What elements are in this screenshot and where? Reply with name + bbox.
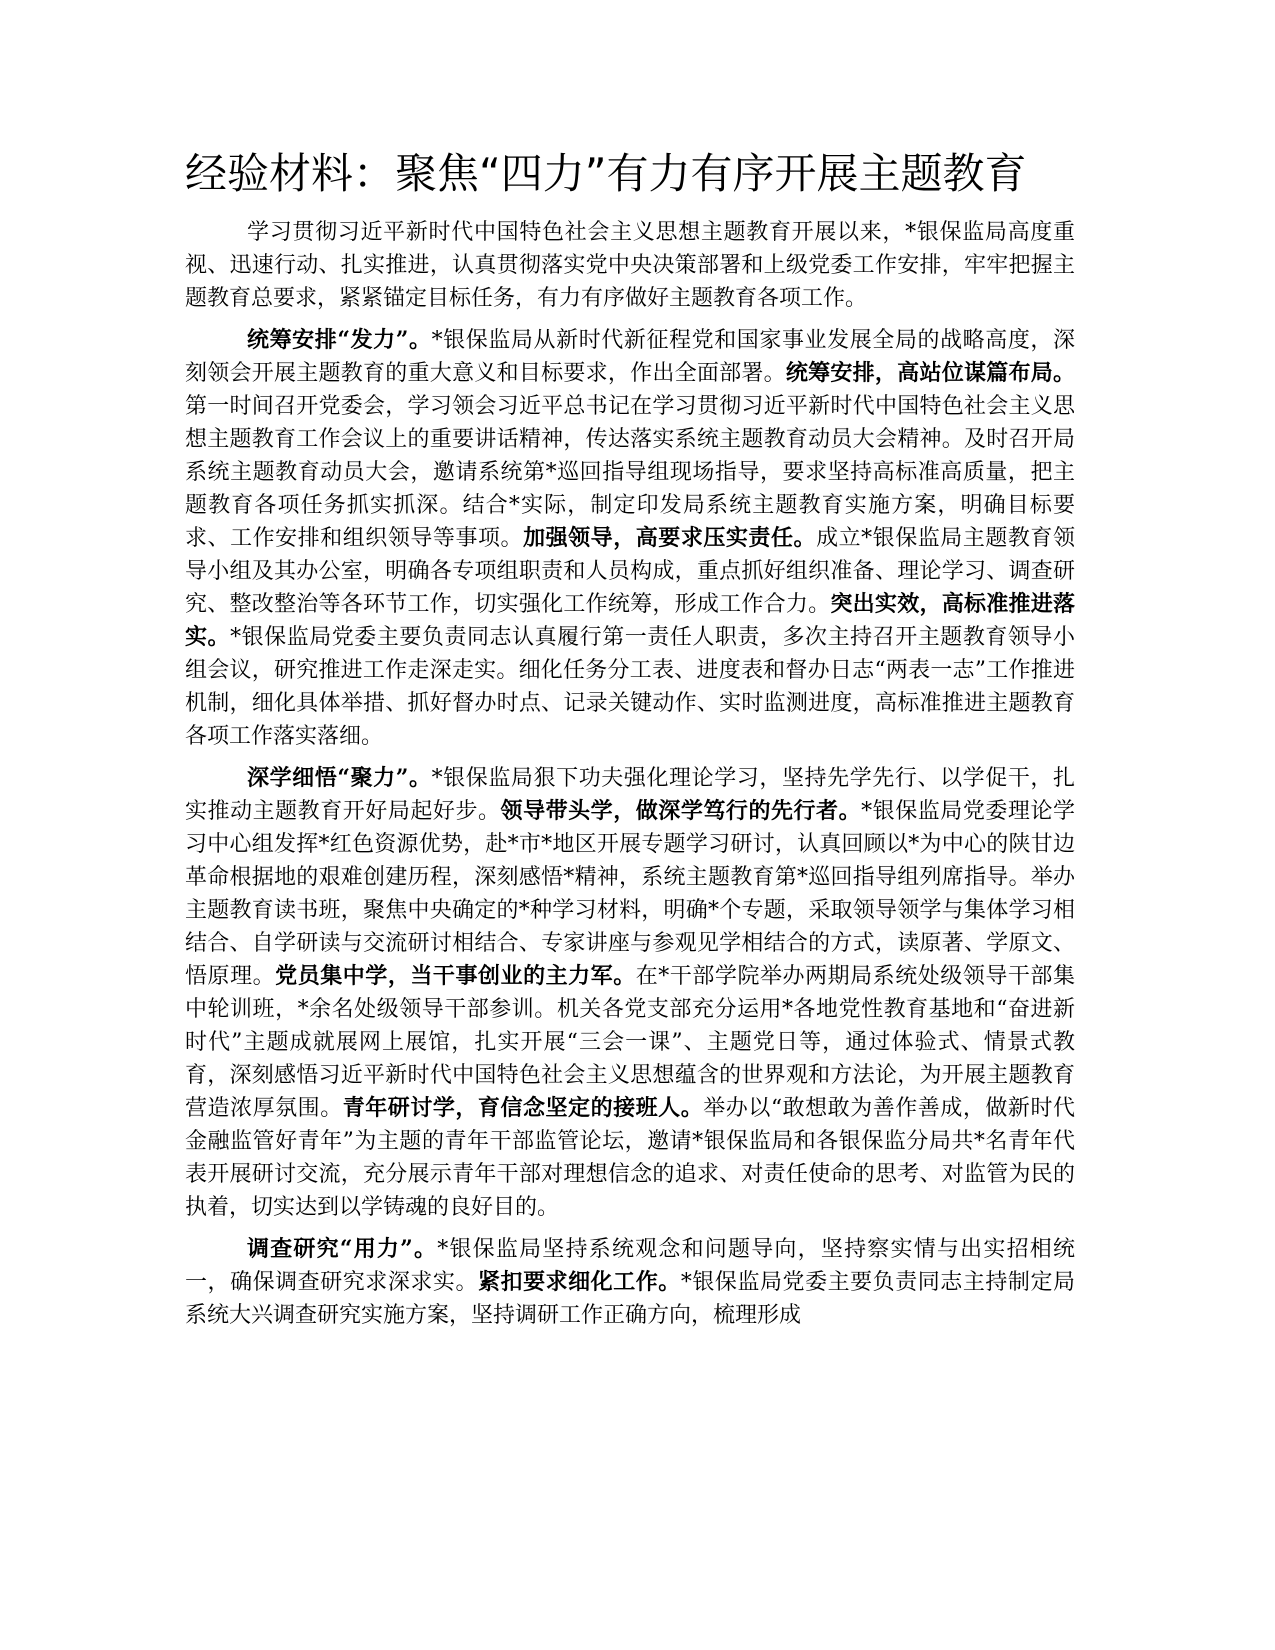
paragraph-coordination — [185, 324, 1075, 753]
paragraph-intro — [185, 216, 1075, 315]
subsection-heading: 紧扣要求细化工作。 — [478, 1269, 681, 1295]
section-heading: 统筹安排“发力”。 — [247, 327, 432, 353]
paragraph-study — [185, 762, 1075, 1224]
subsection-heading: 加强领导，高要求压实责任。 — [523, 525, 817, 551]
section-heading: 调查研究“用力”。 — [247, 1236, 438, 1262]
paragraph-text: 第一时间召开党委会，学习领会习近平总书记在学习贯彻习近平新时代中国特色社会主义思想主题教育工作会议上的重要讲话精神，传达落实系统主题教育动员大会精神。及时召开局系统主题教育动员大会，邀请系统第*巡回指导组现场指导，要求坚持高标准高质量，把主题教育各项任务抓实抓深。结合*实际，制定印发局系统主题教育实施方案，明确目标要求、工作安排和组织领导等事项。 — [185, 394, 1075, 551]
document-title: 经验材料：聚焦“四力”有力有序开展主题教育 — [185, 149, 1027, 198]
paragraph-text: *银保监局狠下功夫强化理论学习，坚持先学先行、以学促干，扎实推动主题教育开好局起好步。 — [185, 766, 1075, 824]
subsection-heading: 领导带头学，做深学笃行的先行者。 — [500, 798, 862, 824]
paragraph-research — [185, 1233, 1075, 1332]
subsection-heading: 统筹安排，高站位谋篇布局。 — [785, 360, 1075, 386]
paragraph-text: *银保监局党委主要负责同志认真履行第一责任人职责，多次主持召开主题教育领导小组会议，研究推进工作走深走实。细化任务分工表、进度表和督办日志“两表一志”工作推进机制，细化具体举措、抓好督办时点、记录关键动作、实时监测进度，高标准推进主题教育各项工作落实落细。 — [185, 625, 1075, 749]
paragraph-text: *银保监局党委理论学习中心组发挥*红色资源优势，赴*市*地区开展专题学习研讨，认真回顾以*为中心的陕甘边革命根据地的艰难创建历程，深刻感悟*精神，系统主题教育第*巡回指导组列席指导。举办主题教育读书班，聚焦中央确定的*种学习材料，明确*个专题，采取领导领学与集体学习相结合、自学研读与交流研讨相结合、专家讲座与参观见学相结合的方式，读原著、学原文、悟原理。 — [185, 799, 1075, 989]
document-body — [185, 216, 1075, 1341]
section-heading: 深学细悟“聚力”。 — [247, 765, 432, 791]
paragraph-text: *银保监局坚持系统观念和问题导向，坚持察实情与出实招相统一，确保调查研究求深求实。 — [185, 1237, 1075, 1295]
paragraph-text: *银保监局党委主要负责同志主持制定局系统大兴调查研究实施方案，坚持调研工作正确方向，梳理形成 — [185, 1270, 1075, 1328]
subsection-heading: 突出实效，高标准推进落实。 — [185, 591, 1075, 650]
subsection-heading: 党员集中学，当干事创业的主力军。 — [275, 963, 636, 989]
paragraph-text: 在*干部学院举办两期局系统处级领导干部集中轮训班，*余名处级领导干部参训。机关各党支部充分运用*各地党性教育基地和“奋进新时代”主题成就展网上展馆，扎实开展“三会一课”、主题党日等，通过体验式、情景式教育，深刻感悟习近平新时代中国特色社会主义思想蕴含的世界观和方法论，为开展主题教育营造浓厚氛围。 — [185, 964, 1075, 1121]
subsection-heading: 青年研讨学，育信念坚定的接班人。 — [342, 1095, 704, 1121]
paragraph-text: 举办以“敢想敢为善作善成，做新时代金融监管好青年”为主题的青年干部监管论坛，邀请*银保监局和各银保监分局共*名青年代表开展研讨交流，充分展示青年干部对理想信念的追求、对责任使命的思考、对监管为民的执着，切实达到以学铸魂的良好目的。 — [185, 1096, 1075, 1220]
paragraph-text: 学习贯彻习近平新时代中国特色社会主义思想主题教育开展以来，*银保监局高度重视、迅速行动、扎实推进，认真贯彻落实党中央决策部署和上级党委工作安排，牢牢把握主题教育总要求，紧紧锚定目标任务，有力有序做好主题教育各项工作。 — [185, 220, 1075, 311]
paragraph-text: *银保监局从新时代新征程党和国家事业发展全局的战略高度，深刻领会开展主题教育的重大意义和目标要求，作出全面部署。 — [185, 328, 1075, 386]
paragraph-text: 成立*银保监局主题教育领导小组及其办公室，明确各专项组职责和人员构成，重点抓好组织准备、理论学习、调查研究、整改整治等各环节工作，切实强化工作统筹，形成工作合力。 — [185, 526, 1075, 617]
